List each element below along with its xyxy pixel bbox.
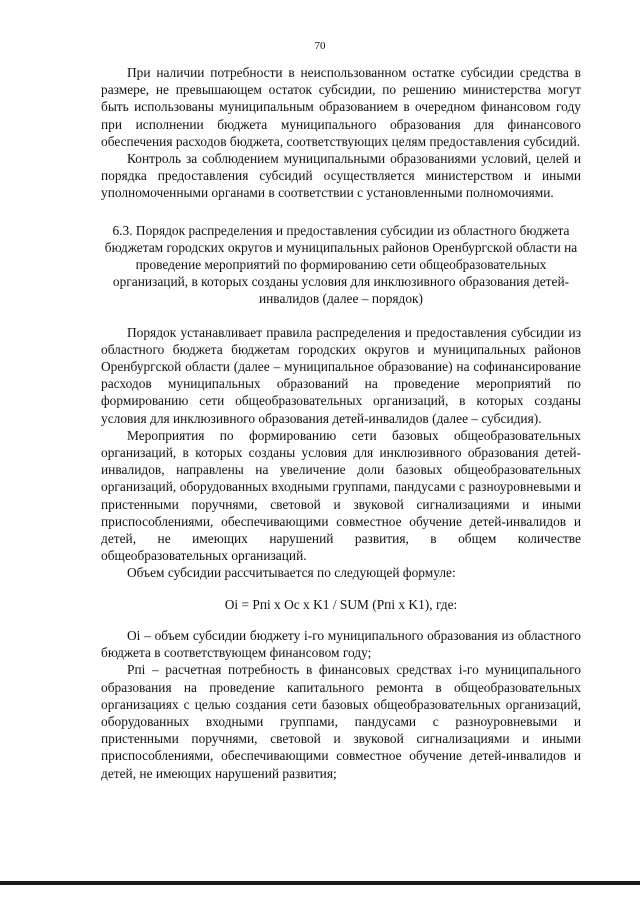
section-heading — [101, 222, 581, 308]
paragraph-ppi-definition: Pпi – расчетная потребность в финансовых средствах i-го муниципального образования на проведение капитального ремонта в общеобразовательных организациях с целью создания сети базовых общеобразовательных организаций, оборудованных входными группами, пандусами с разноуровневыми и пристенными поручнями, световой и звуковой сигнализациями и иными приспособлениями, обеспечивающими совместное обучение детей-инвалидов и детей, не имеющих нарушений развития; — [101, 662, 581, 781]
bottom-border-line — [0, 881, 640, 885]
formula: Oi = Pпi x Oc x K1 / SUM (Pпi x K1), где: — [224, 596, 458, 612]
document-body — [101, 64, 581, 782]
paragraph-unused-subsidy: При наличии потребности в неиспользованном остатке субсидии средства в размере, не превышающем остаток субсидии, по решению министерства могут быть использованы муниципальным образованием в очередном финансовом году при исполнении бюджета муниципального образования для финансового обеспечения расходов бюджета, соответствующих целям предоставления субсидий. — [101, 65, 581, 149]
paragraph-oi-definition: Oi – объем субсидии бюджету i-го муниципального образования из областного бюджета в соответствующем финансовом году; — [101, 627, 581, 661]
paragraph-measures: Мероприятия по формированию сети базовых общеобразовательных организаций, в которых созданы условия для инклюзивного образования детей-инвалидов, направлены на увеличение доли базовых общеобразовательных организаций, оборудованных входными группами, пандусами с разноуровневыми и пристенными поручнями, световой и звуковой сигнализациями и иными приспособлениями, обеспечивающими совместное обучение детей-инвалидов и детей, не имеющих нарушений развития, в общем количестве общеобразовательных организаций. — [101, 427, 581, 564]
section-heading-text: 6.3. Порядок распределения и предоставления субсидии из областного бюджета бюджетам городских округов и муниципальных районов Оренбургской области на проведение мероприятий по формированию сети общеобразовательных организаций, в которых созданы условия для инклюзивного образования детей-инвалидов (далее – порядок) — [104, 222, 578, 307]
page-number: 70 — [314, 40, 326, 52]
paragraph-formula-intro: Объем субсидии рассчитывается по следующей формуле: — [127, 565, 456, 581]
paragraph-procedure: Порядок устанавливает правила распределения и предоставления субсидии из областного бюджета бюджетам городских округов и муниципальных районов Оренбургской области (далее – муниципальное образование) на софинансирование расходов муниципальных образований на проведение мероприятий по формированию сети общеобразовательных организаций, в которых созданы условия для инклюзивного образования детей-инвалидов (далее – субсидия). — [101, 324, 581, 426]
paragraph-control: Контроль за соблюдением муниципальными образованиями условий, целей и порядка предоставления субсидий осуществляется министерством и иными уполномоченными органами в соответствии с установленными полномочиями. — [101, 151, 581, 201]
